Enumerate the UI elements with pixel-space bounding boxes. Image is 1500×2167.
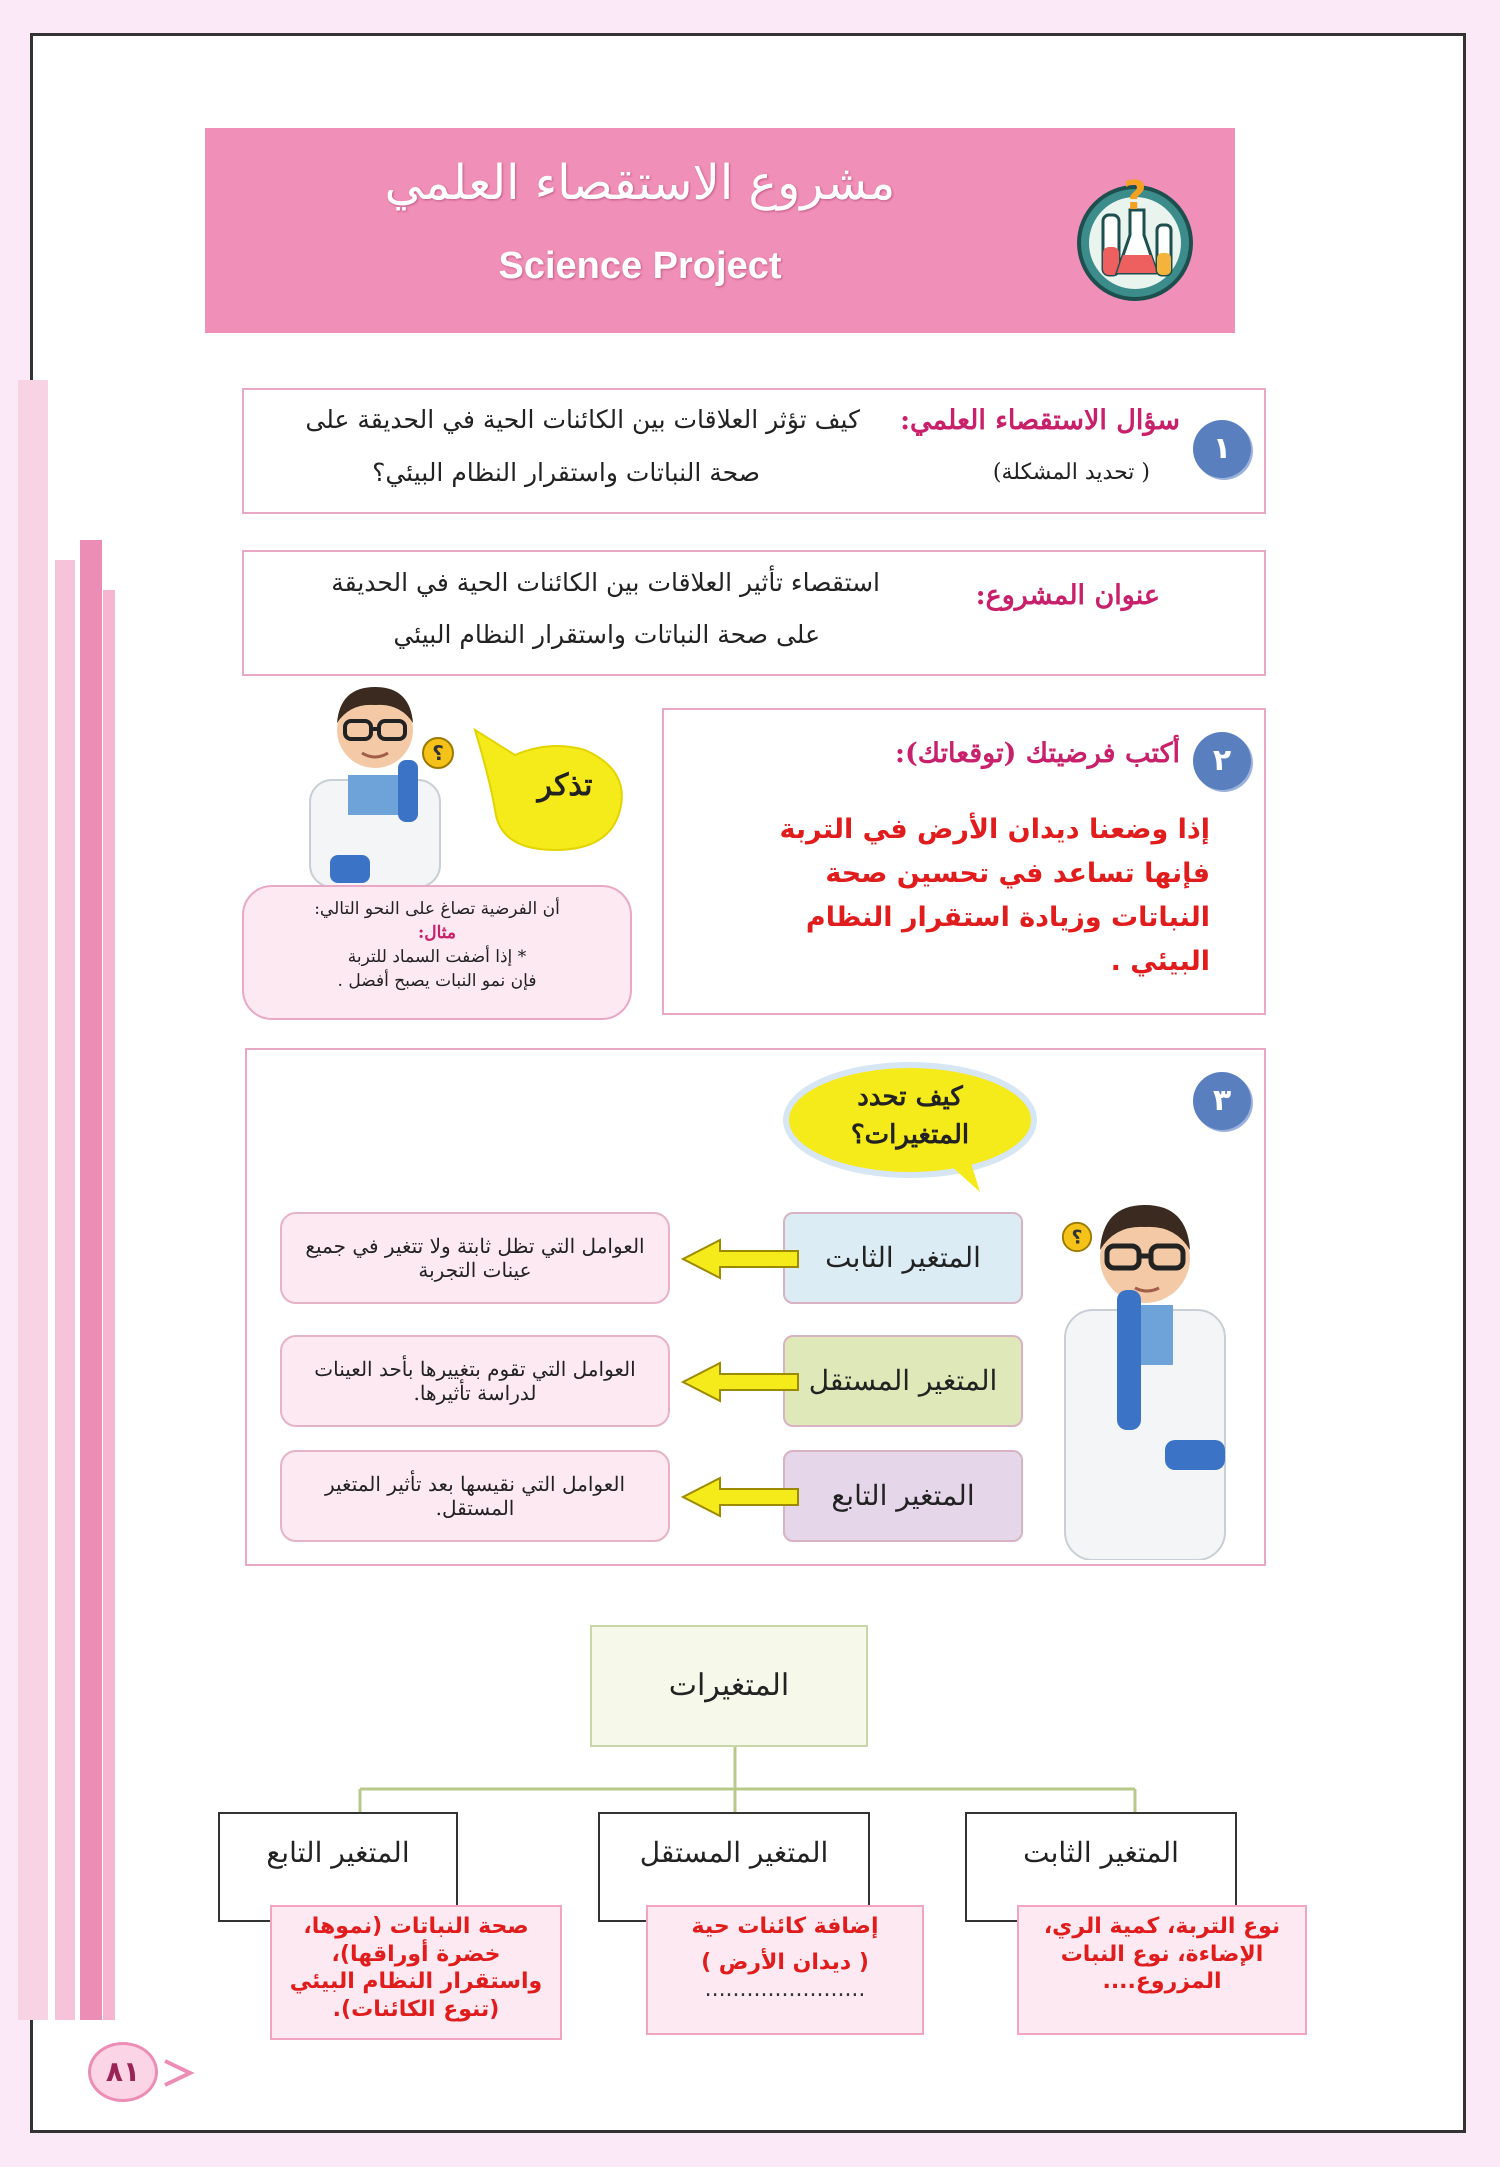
constant-variable-node: المتغير الثابت [965, 1812, 1237, 1922]
hypothesis-answer [700, 808, 1210, 984]
chevron-right-icon [160, 2058, 200, 2088]
constant-variable-definition: العوامل التي تظل ثابتة ولا تتغير في جميع عينات التجربة [280, 1212, 670, 1304]
bubble-line: كيف تحدد [857, 1082, 963, 1112]
note-example-label: مثال: [417, 923, 457, 943]
inquiry-question-label: سؤال الاستقصاء العلمي: [900, 405, 1180, 436]
svg-text:?: ? [1123, 175, 1147, 219]
page-subtitle: Science Project [498, 245, 782, 287]
science-flask-icon [1075, 175, 1195, 305]
hypothesis-answer-line: البيئي . [1110, 946, 1210, 977]
step-number-3: ٣ [1193, 1072, 1251, 1130]
independent-variable-node: المتغير المستقل [598, 1812, 870, 1922]
hypothesis-answer-line: فإنها تساعد في تحسين صحة [825, 858, 1210, 889]
decorative-strip [80, 540, 102, 2020]
answer-line: ( ديدان الأرض ) [701, 1949, 869, 1975]
independent-variable-answer [646, 1905, 924, 2035]
inquiry-question-line1: كيف تؤثر العلاقات بين الكائنات الحية في الحديقة على [305, 405, 860, 434]
variables-root-box: المتغيرات [590, 1625, 868, 1747]
inquiry-question-sublabel: ( تحديد المشكلة) [992, 460, 1150, 485]
left-arrow-icon [680, 1360, 800, 1404]
svg-text:؟: ؟ [1071, 1226, 1083, 1249]
inquiry-question-line2: صحة النباتات واستقرار النظام البيئي؟ [372, 458, 760, 487]
note-line: * إذا أضفت السماد للتربة [347, 947, 527, 967]
remember-bubble-text: تذكر [537, 768, 593, 803]
hypothesis-answer-line: النباتات وزيادة استقرار النظام [805, 902, 1210, 933]
constant-variable-answer: نوع التربة، كمية الري، الإضاءة، نوع النبات المزروع.... [1017, 1905, 1307, 2035]
decorative-strip [18, 380, 48, 2020]
left-arrow-icon [680, 1475, 800, 1519]
project-title-line1: استقصاء تأثير العلاقات بين الكائنات الحية في الحديقة [331, 568, 880, 597]
dependent-variable-definition: العوامل التي نقيسها بعد تأثير المتغير المستقل. [280, 1450, 670, 1542]
hypothesis-answer-line: إذا وضعنا ديدان الأرض في التربة [779, 814, 1210, 845]
answer-line: إضافة كائنات حية [691, 1914, 879, 1939]
hypothesis-note [242, 885, 632, 1020]
svg-text:؟: ؟ [432, 741, 444, 765]
dependent-variable-node: المتغير التابع [218, 1812, 458, 1922]
bubble-line: المتغيرات؟ [850, 1120, 970, 1150]
dependent-variable-answer: صحة النباتات (نموها، خضرة أوراقها)، واستقرار النظام البيئي (تنوع الكائنات). [270, 1905, 562, 2040]
scientist-boy-illustration [290, 665, 460, 887]
dependent-variable-chip: المتغير التابع [783, 1450, 1023, 1542]
hypothesis-label: أكتب فرضيتك (توقعاتك): [894, 738, 1180, 769]
step-number-1: ١ [1193, 420, 1251, 478]
how-to-identify-bubble [800, 1078, 1020, 1154]
independent-variable-chip: المتغير المستقل [783, 1335, 1023, 1427]
question-mark-icon [1060, 1220, 1094, 1254]
decorative-strip [55, 560, 75, 2020]
note-line: فإن نمو النبات يصبح أفضل . [337, 971, 537, 991]
project-title-line2: على صحة النباتات واستقرار النظام البيئي [393, 620, 820, 649]
constant-variable-chip: المتغير الثابت [783, 1212, 1023, 1304]
note-line: أن الفرضية تصاغ على النحو التالي: [314, 899, 560, 919]
page-title: مشروع الاستقصاء العلمي [384, 155, 896, 211]
step-number-2: ٢ [1193, 732, 1251, 790]
decorative-strip [103, 590, 115, 2020]
page-number: ٨١ [88, 2042, 158, 2102]
question-mark-icon [420, 735, 456, 771]
project-title-label: عنوان المشروع: [975, 580, 1160, 611]
left-arrow-icon [680, 1237, 800, 1281]
independent-variable-definition: العوامل التي تقوم بتغييرها بأحد العينات لدراسة تأثيرها. [280, 1335, 670, 1427]
answer-dots: ....................... [704, 1977, 866, 2002]
